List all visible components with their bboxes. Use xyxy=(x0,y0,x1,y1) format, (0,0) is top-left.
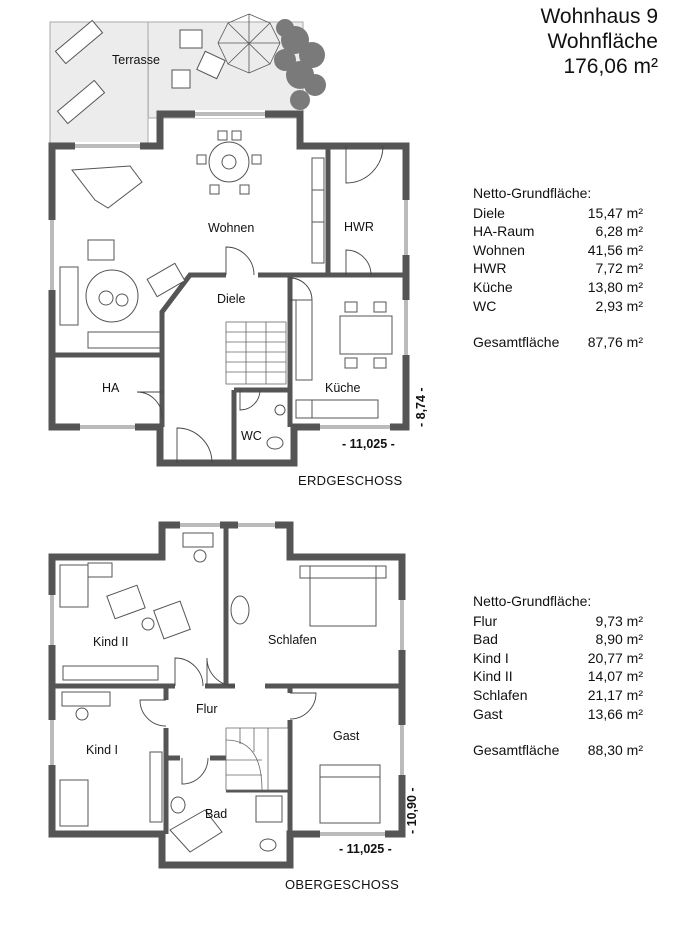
double-bed-icon xyxy=(231,566,386,626)
sideboard-icon xyxy=(312,158,324,263)
dimension-depth: - 8,74 - xyxy=(414,387,428,427)
sofa-icon xyxy=(60,240,185,348)
bathroom-fixtures xyxy=(170,796,282,852)
dining-table-icon xyxy=(197,131,261,194)
room-label-terrasse: Terrasse xyxy=(112,53,160,67)
toilet-icon xyxy=(267,405,285,449)
floor-label-erdgeschoss: ERDGESCHOSS xyxy=(298,473,403,488)
staircase-icon xyxy=(226,322,286,384)
area-row: WC 2,93 m² xyxy=(473,297,643,314)
area-total-row: Gesamtfläche 88,30 m² xyxy=(473,742,643,759)
staircase-icon xyxy=(226,728,288,790)
kind1-furniture xyxy=(60,692,162,826)
floor-label-obergeschoss: OBERGESCHOSS xyxy=(285,877,400,892)
area-row: Diele 15,47 m² xyxy=(473,204,643,221)
dimension-width: - 11,025 - xyxy=(339,842,392,856)
area-heading: Netto-Grundfläche: xyxy=(473,185,592,201)
room-label-gast: Gast xyxy=(333,729,360,743)
area-row: Flur 9,73 m² xyxy=(473,612,643,629)
piano-icon xyxy=(72,166,142,208)
area-heading: Netto-Grundfläche: xyxy=(473,593,592,609)
dimension-width: - 11,025 - xyxy=(342,437,395,451)
room-label-schlafen: Schlafen xyxy=(268,633,317,647)
kitchen-icon xyxy=(296,300,392,418)
area-row: Kind I 20,77 m² xyxy=(473,649,643,666)
dimension-depth: - 10,90 - xyxy=(405,787,419,834)
house-name: Wohnhaus 9 xyxy=(540,5,658,28)
area-row: Wohnen 41,56 m² xyxy=(473,241,643,258)
room-label-wohnen: Wohnen xyxy=(208,221,255,235)
area-row: Schlafen 21,17 m² xyxy=(473,686,643,703)
area-row: HA-Raum 6,28 m² xyxy=(473,223,643,240)
room-label-kind1: Kind I xyxy=(86,743,118,757)
guest-bed-icon xyxy=(320,765,380,823)
area-total-row: Gesamtfläche 87,76 m² xyxy=(473,334,643,351)
area-row: Bad 8,90 m² xyxy=(473,631,643,648)
room-label-diele: Diele xyxy=(217,292,246,306)
room-label-ha: HA xyxy=(102,381,120,395)
area-row: Kind II 14,07 m² xyxy=(473,668,643,685)
area-row: HWR 7,72 m² xyxy=(473,260,643,277)
room-label-kueche: Küche xyxy=(325,381,361,395)
room-label-kind2: Kind II xyxy=(93,635,129,649)
erdgeschoss-plan xyxy=(50,14,428,488)
area-row: Küche 13,80 m² xyxy=(473,278,643,295)
obergeschoss-plan xyxy=(51,524,419,892)
living-area-total: 176,06 m² xyxy=(563,55,658,78)
room-label-wc: WC xyxy=(241,429,262,443)
room-label-bad: Bad xyxy=(205,807,228,821)
area-row: Gast 13,66 m² xyxy=(473,705,643,722)
room-label-flur: Flur xyxy=(196,702,218,716)
terrace xyxy=(50,14,326,146)
living-area-label: Wohnfläche xyxy=(547,30,658,53)
room-label-hwr: HWR xyxy=(344,220,374,234)
